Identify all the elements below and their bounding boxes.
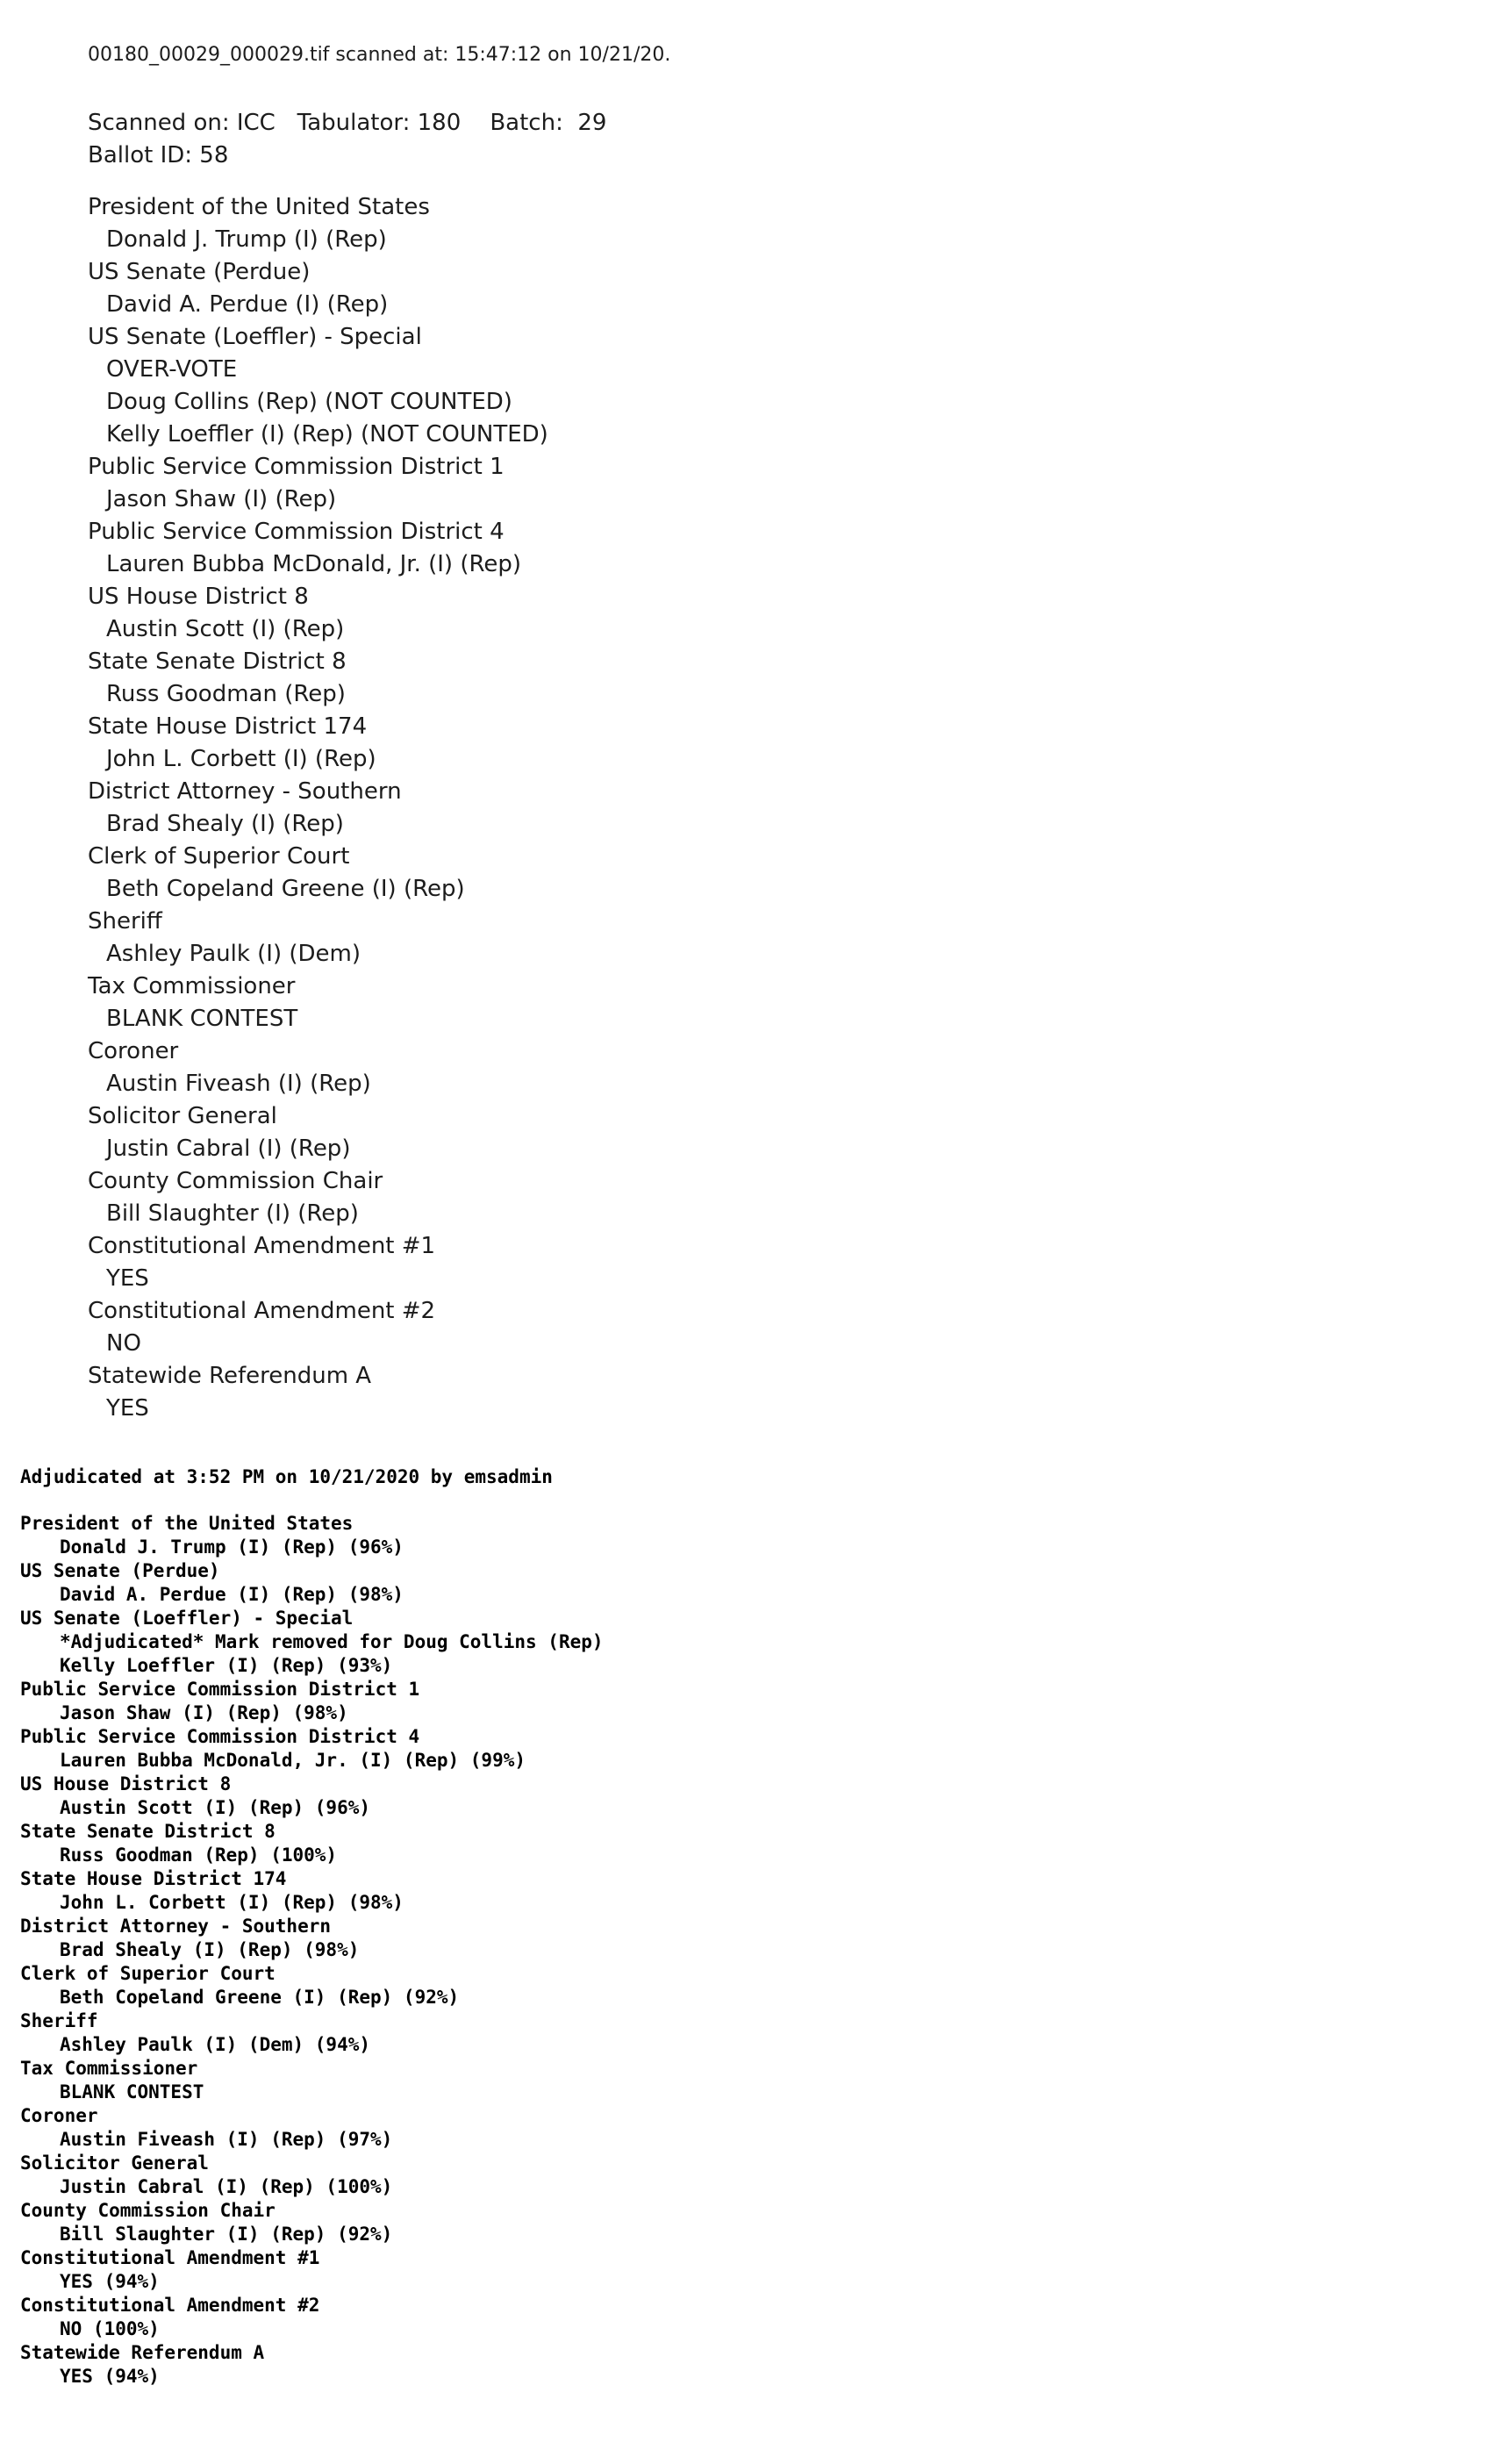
contest-title: US Senate (Loeffler) - Special: [88, 324, 422, 350]
adjudicated-contest-title: Constitutional Amendment #1: [20, 2247, 320, 2268]
contest-choice: OVER-VOTE: [106, 356, 238, 383]
adjudicated-choice: Ashley Paulk (I) (Dem) (94%): [60, 2034, 371, 2055]
adjudicated-choice: YES (94%): [60, 2366, 160, 2387]
adjudicated-choice: John L. Corbett (I) (Rep) (98%): [60, 1892, 404, 1913]
contest-title: Statewide Referendum A: [88, 1363, 372, 1389]
contest-title: US House District 8: [88, 584, 309, 610]
contest-title: Constitutional Amendment #2: [88, 1298, 436, 1324]
contest-choice: Russ Goodman (Rep): [106, 681, 346, 707]
contest-choice: Doug Collins (Rep) (NOT COUNTED): [106, 389, 512, 415]
contest-title: Clerk of Superior Court: [88, 843, 350, 870]
adjudication-section: [20, 1465, 604, 2389]
adjudicated-contest-title: Coroner: [20, 2105, 98, 2126]
adjudicated-contest-title: Constitutional Amendment #2: [20, 2295, 320, 2316]
adjudicated-contest-title: Statewide Referendum A: [20, 2342, 265, 2363]
contest-choice: Ashley Paulk (I) (Dem): [106, 941, 361, 967]
adjudicated-choice: Austin Scott (I) (Rep) (96%): [60, 1797, 371, 1818]
adjudicated-contest-title: Public Service Commission District 4: [20, 1726, 420, 1747]
adjudicated-choice: Beth Copeland Greene (I) (Rep) (92%): [60, 1987, 460, 2008]
adjudicated-choice: *Adjudicated* Mark removed for Doug Collins (Rep): [60, 1631, 604, 1652]
contest-title: Tax Commissioner: [88, 973, 296, 999]
adjudicated-choice: BLANK CONTEST: [60, 2081, 204, 2102]
contest-choice: Jason Shaw (I) (Rep): [106, 486, 337, 512]
contest-list: [88, 191, 670, 1425]
adjudicated-choice: Brad Shealy (I) (Rep) (98%): [60, 1939, 360, 1960]
contest-choice: Justin Cabral (I) (Rep): [106, 1135, 351, 1162]
contest-title: County Commission Chair: [88, 1168, 383, 1194]
adjudication-header: Adjudicated at 3:52 PM on 10/21/2020 by emsadmin: [20, 1466, 553, 1487]
adjudicated-contest-title: President of the United States: [20, 1513, 354, 1534]
adjudicated-contest-title: US House District 8: [20, 1773, 232, 1794]
contest-title: US Senate (Perdue): [88, 259, 311, 285]
contest-choice: BLANK CONTEST: [106, 1006, 298, 1032]
contest-choice: Lauren Bubba McDonald, Jr. (I) (Rep): [106, 551, 522, 577]
adjudicated-choice: YES (94%): [60, 2271, 160, 2292]
adjudicated-contest-title: Solicitor General: [20, 2152, 209, 2174]
adjudicated-choice: Bill Slaughter (I) (Rep) (92%): [60, 2224, 393, 2245]
contest-title: Sheriff: [88, 908, 162, 935]
adjudicated-choice: NO (100%): [60, 2318, 160, 2339]
contest-choice: Donald J. Trump (I) (Rep): [106, 226, 387, 253]
contest-title: Constitutional Amendment #1: [88, 1233, 436, 1259]
contest-title: Coroner: [88, 1038, 179, 1064]
adjudicated-contest-title: District Attorney - Southern: [20, 1916, 332, 1937]
adjudicated-choice: Kelly Loeffler (I) (Rep) (93%): [60, 1655, 393, 1676]
contest-choice: Kelly Loeffler (I) (Rep) (NOT COUNTED): [106, 421, 548, 448]
contest-choice: Austin Fiveash (I) (Rep): [106, 1071, 371, 1097]
contest-choice: Bill Slaughter (I) (Rep): [106, 1200, 359, 1227]
contest-title: District Attorney - Southern: [88, 778, 402, 805]
adjudicated-contest-title: County Commission Chair: [20, 2200, 276, 2221]
adjudicated-choice: Austin Fiveash (I) (Rep) (97%): [60, 2129, 393, 2150]
scanner-info-line: Scanned on: ICC Tabulator: 180 Batch: 29: [88, 110, 607, 136]
adjudicated-contest-title: Clerk of Superior Court: [20, 1963, 276, 1984]
adjudicated-contest-title: US Senate (Perdue): [20, 1560, 220, 1581]
ballot-id-line: Ballot ID: 58: [88, 142, 229, 168]
adjudicated-contest-title: State Senate District 8: [20, 1821, 276, 1842]
contest-choice: Austin Scott (I) (Rep): [106, 616, 345, 642]
adjudicated-contest-title: US Senate (Loeffler) - Special: [20, 1608, 354, 1629]
adjudicated-choice: Russ Goodman (Rep) (100%): [60, 1844, 338, 1866]
contest-title: President of the United States: [88, 194, 430, 220]
scan-results-section: [88, 42, 670, 1425]
contest-choice: Beth Copeland Greene (I) (Rep): [106, 876, 465, 902]
contest-choice: David A. Perdue (I) (Rep): [106, 291, 389, 318]
contest-title: Solicitor General: [88, 1103, 277, 1129]
adjudicated-choice: Donald J. Trump (I) (Rep) (96%): [60, 1536, 404, 1558]
adjudication-contest-list: [20, 1512, 604, 2389]
contest-title: Public Service Commission District 4: [88, 519, 505, 545]
adjudicated-contest-title: Public Service Commission District 1: [20, 1679, 420, 1700]
contest-title: State Senate District 8: [88, 648, 347, 675]
contest-choice: YES: [106, 1265, 149, 1292]
contest-choice: NO: [106, 1330, 141, 1357]
adjudicated-choice: Justin Cabral (I) (Rep) (100%): [60, 2176, 393, 2197]
contest-title: Public Service Commission District 1: [88, 454, 505, 480]
adjudicated-contest-title: Tax Commissioner: [20, 2058, 198, 2079]
adjudicated-contest-title: Sheriff: [20, 2010, 98, 2031]
contest-choice: Brad Shealy (I) (Rep): [106, 811, 344, 837]
contest-title: State House District 174: [88, 713, 368, 740]
contest-choice: John L. Corbett (I) (Rep): [106, 746, 376, 772]
adjudicated-choice: Lauren Bubba McDonald, Jr. (I) (Rep) (99%): [60, 1750, 526, 1771]
adjudicated-choice: Jason Shaw (I) (Rep) (98%): [60, 1702, 348, 1723]
adjudicated-choice: David A. Perdue (I) (Rep) (98%): [60, 1584, 404, 1605]
adjudicated-contest-title: State House District 174: [20, 1868, 287, 1889]
scan-file-line: 00180_00029_000029.tif scanned at: 15:47:12 on 10/21/20.: [88, 44, 671, 66]
contest-choice: YES: [106, 1395, 149, 1422]
